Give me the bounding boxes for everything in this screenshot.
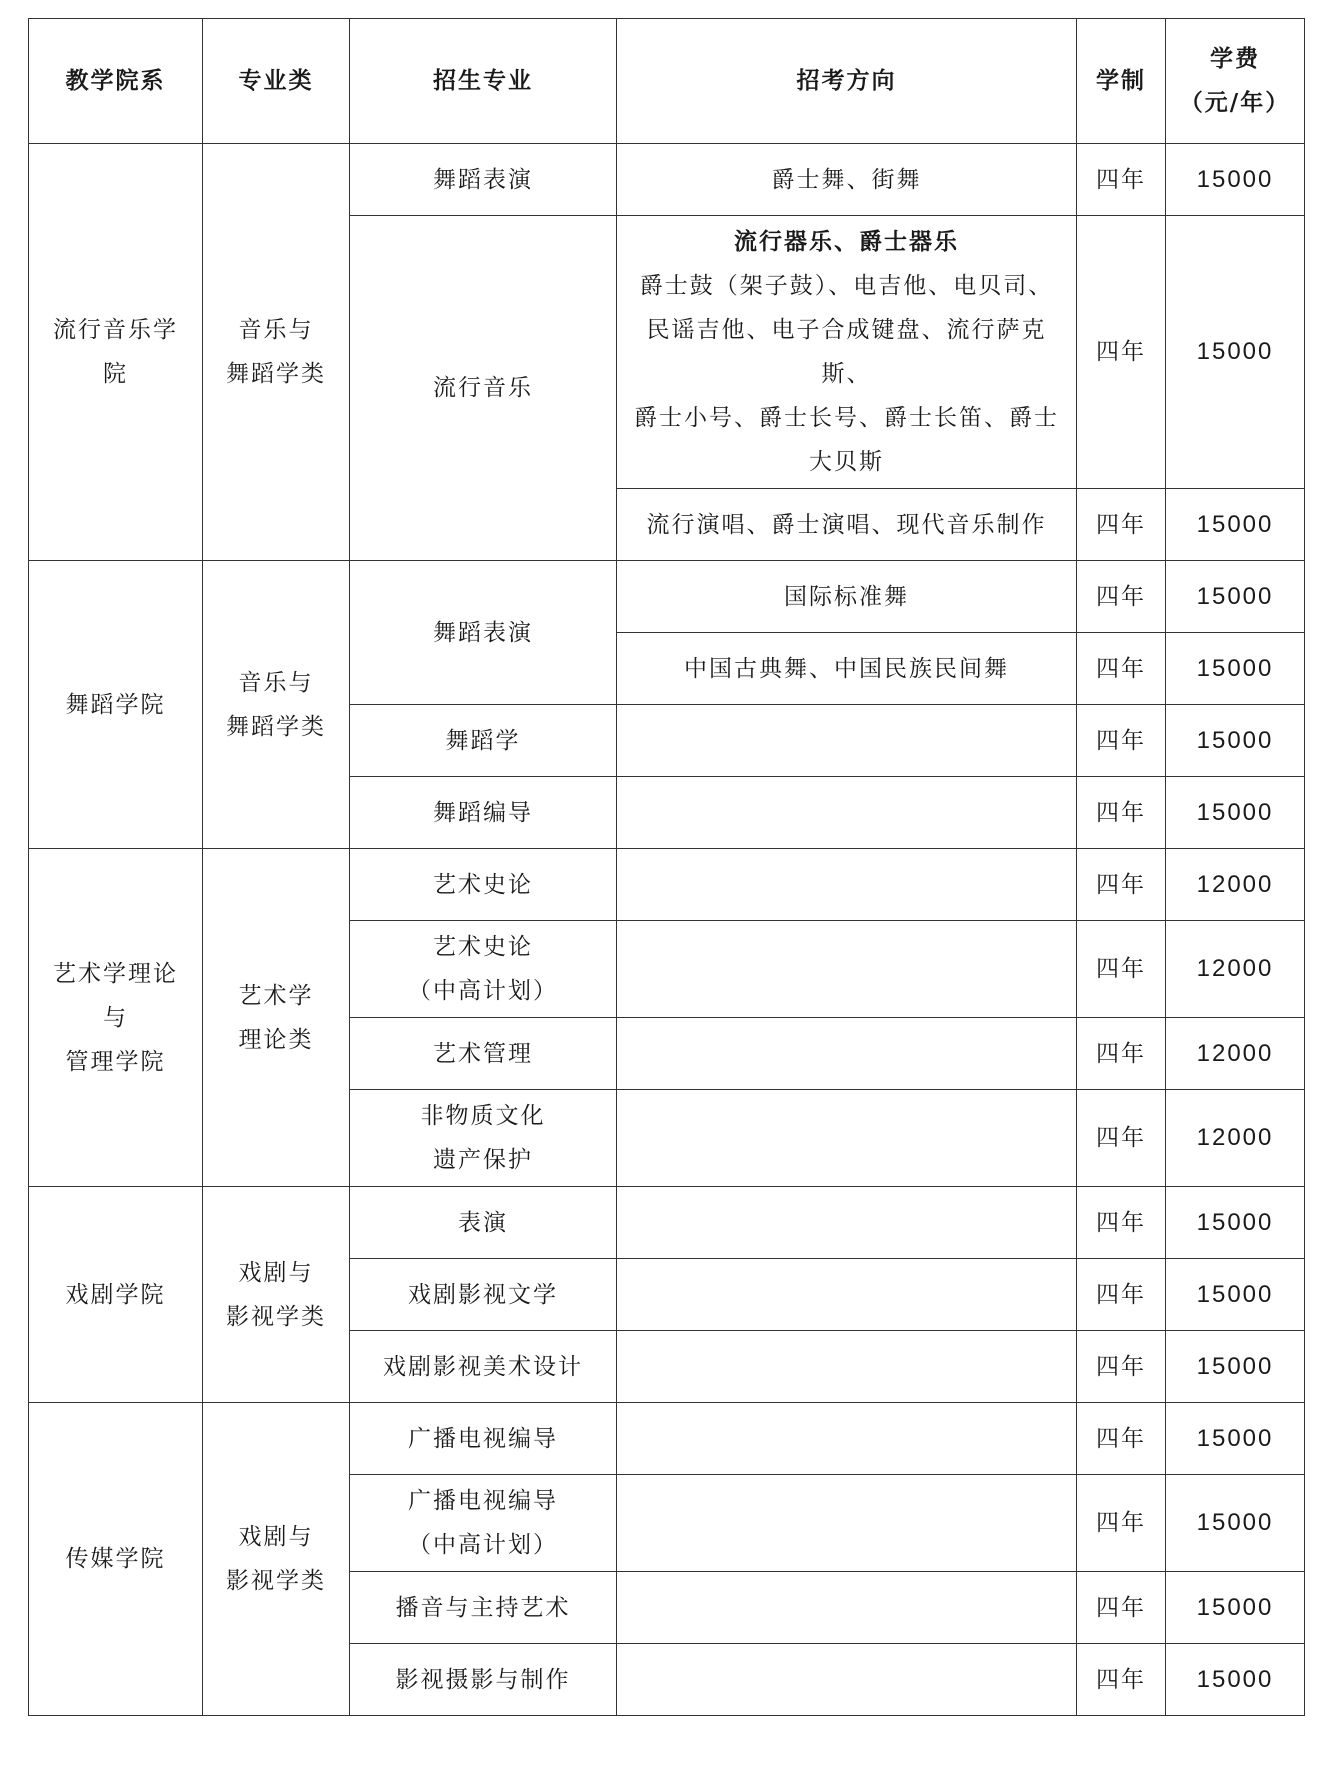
major-cell: 广播电视编导 （中高计划） — [350, 1475, 617, 1572]
direction-cell — [617, 849, 1077, 921]
direction-cell — [617, 1018, 1077, 1090]
fee-cell: 15000 — [1166, 1331, 1305, 1403]
major-cell: 艺术史论 — [350, 849, 617, 921]
duration-cell: 四年 — [1077, 1187, 1166, 1259]
direction-cell — [617, 705, 1077, 777]
header-fee-line2: （元/年） — [1179, 89, 1291, 116]
direction-cell — [617, 1090, 1077, 1187]
direction-cell: 爵士舞、街舞 — [617, 144, 1077, 216]
college-cell: 戏剧学院 — [29, 1187, 203, 1403]
major-cell: 流行音乐 — [350, 216, 617, 561]
fee-cell: 12000 — [1166, 849, 1305, 921]
enrollment-table — [28, 18, 1305, 1716]
category-cell: 艺术学 理论类 — [203, 849, 350, 1187]
table-row — [29, 144, 1305, 216]
header-major: 招生专业 — [350, 19, 617, 144]
fee-cell: 15000 — [1166, 1475, 1305, 1572]
category-cell: 戏剧与 影视学类 — [203, 1403, 350, 1716]
major-cell: 艺术管理 — [350, 1018, 617, 1090]
college-cell: 传媒学院 — [29, 1403, 203, 1716]
college-cell: 流行音乐学 院 — [29, 144, 203, 561]
college-cell: 舞蹈学院 — [29, 561, 203, 849]
major-cell: 舞蹈表演 — [350, 561, 617, 705]
direction-cell — [617, 1331, 1077, 1403]
direction-cell — [617, 777, 1077, 849]
major-cell: 戏剧影视文学 — [350, 1259, 617, 1331]
direction-cell: 中国古典舞、中国民族民间舞 — [617, 633, 1077, 705]
duration-cell: 四年 — [1077, 144, 1166, 216]
fee-cell: 12000 — [1166, 1090, 1305, 1187]
table-row — [29, 561, 1305, 633]
category-cell: 音乐与 舞蹈学类 — [203, 561, 350, 849]
direction-cell — [617, 1403, 1077, 1475]
fee-cell: 15000 — [1166, 1259, 1305, 1331]
major-cell: 广播电视编导 — [350, 1403, 617, 1475]
fee-cell: 15000 — [1166, 633, 1305, 705]
duration-cell: 四年 — [1077, 633, 1166, 705]
fee-cell: 12000 — [1166, 921, 1305, 1018]
major-cell: 舞蹈编导 — [350, 777, 617, 849]
table-row — [29, 849, 1305, 921]
duration-cell: 四年 — [1077, 1331, 1166, 1403]
header-fee — [1166, 19, 1305, 144]
major-cell: 影视摄影与制作 — [350, 1644, 617, 1716]
duration-cell: 四年 — [1077, 705, 1166, 777]
direction-cell: 流行演唱、爵士演唱、现代音乐制作 — [617, 489, 1077, 561]
direction-cell: 流行器乐、爵士器乐 爵士鼓（架子鼓）、电吉他、电贝司、 民谣吉他、电子合成键盘、流行萨克斯、 爵士小号、爵士长号、爵士长笛、爵士 大贝斯 — [617, 216, 1077, 489]
duration-cell: 四年 — [1077, 1259, 1166, 1331]
duration-cell: 四年 — [1077, 489, 1166, 561]
header-fee-line1: 学费 — [1210, 45, 1260, 72]
major-cell: 播音与主持艺术 — [350, 1572, 617, 1644]
header-duration: 学制 — [1077, 19, 1166, 144]
fee-cell: 15000 — [1166, 1572, 1305, 1644]
major-cell: 舞蹈学 — [350, 705, 617, 777]
table-row — [29, 1187, 1305, 1259]
header-category: 专业类 — [203, 19, 350, 144]
fee-cell: 15000 — [1166, 705, 1305, 777]
header-row — [29, 19, 1305, 144]
duration-cell: 四年 — [1077, 1018, 1166, 1090]
direction-cell — [617, 1475, 1077, 1572]
direction-cell — [617, 1259, 1077, 1331]
direction-cell — [617, 921, 1077, 1018]
fee-cell: 15000 — [1166, 777, 1305, 849]
major-cell: 舞蹈表演 — [350, 144, 617, 216]
duration-cell: 四年 — [1077, 921, 1166, 1018]
duration-cell: 四年 — [1077, 1475, 1166, 1572]
direction-cell — [617, 1644, 1077, 1716]
direction-cell — [617, 1572, 1077, 1644]
fee-cell: 15000 — [1166, 561, 1305, 633]
fee-cell: 12000 — [1166, 1018, 1305, 1090]
major-cell: 戏剧影视美术设计 — [350, 1331, 617, 1403]
category-cell: 戏剧与 影视学类 — [203, 1187, 350, 1403]
fee-cell: 15000 — [1166, 1644, 1305, 1716]
duration-cell: 四年 — [1077, 1090, 1166, 1187]
duration-cell: 四年 — [1077, 1403, 1166, 1475]
direction-cell: 国际标准舞 — [617, 561, 1077, 633]
fee-cell: 15000 — [1166, 216, 1305, 489]
fee-cell: 15000 — [1166, 489, 1305, 561]
duration-cell: 四年 — [1077, 849, 1166, 921]
duration-cell: 四年 — [1077, 216, 1166, 489]
fee-cell: 15000 — [1166, 144, 1305, 216]
header-direction: 招考方向 — [617, 19, 1077, 144]
table-row — [29, 1403, 1305, 1475]
fee-cell: 15000 — [1166, 1403, 1305, 1475]
direction-cell — [617, 1187, 1077, 1259]
duration-cell: 四年 — [1077, 561, 1166, 633]
duration-cell: 四年 — [1077, 777, 1166, 849]
duration-cell: 四年 — [1077, 1572, 1166, 1644]
enrollment-document — [28, 18, 1305, 1716]
fee-cell: 15000 — [1166, 1187, 1305, 1259]
college-cell: 艺术学理论 与 管理学院 — [29, 849, 203, 1187]
major-cell: 非物质文化 遗产保护 — [350, 1090, 617, 1187]
header-college: 教学院系 — [29, 19, 203, 144]
category-cell: 音乐与 舞蹈学类 — [203, 144, 350, 561]
duration-cell: 四年 — [1077, 1644, 1166, 1716]
major-cell: 艺术史论 （中高计划） — [350, 921, 617, 1018]
major-cell: 表演 — [350, 1187, 617, 1259]
